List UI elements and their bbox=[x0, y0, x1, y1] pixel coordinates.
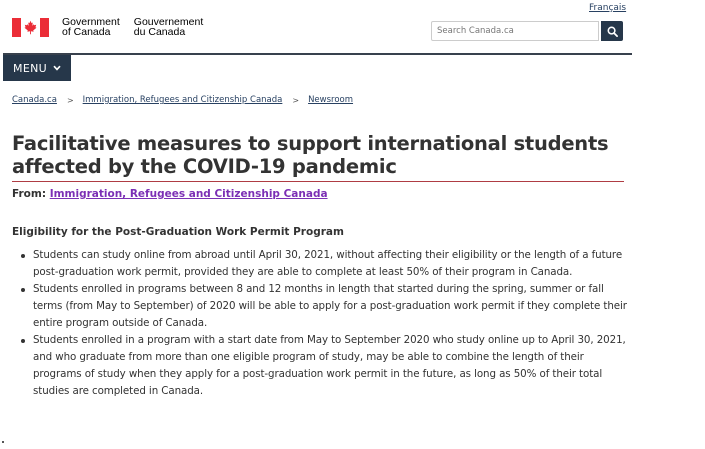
from-line bbox=[12, 188, 328, 200]
breadcrumb-link-ircc[interactable]: Immigration, Refugees and Citizenship Canada bbox=[82, 95, 283, 105]
search-input[interactable] bbox=[431, 21, 599, 41]
artifact-dot bbox=[2, 441, 4, 443]
list-item: Students enrolled in a program with a start date from May to September 2020 who study online up to April 30, 2021, and who graduate from more than one eligible program of study, may be able to combine the length of their programs of study when they apply for a post-graduation work permit in the future, as long as 50% of their total studies are completed in Canada. bbox=[12, 332, 627, 400]
list-item: Students can study online from abroad until April 30, 2021, without affecting their eligibility or the length of a future post-graduation work permit, provided they are able to complete at least 50% of their program in Canada. bbox=[12, 247, 627, 281]
breadcrumb-link-canada[interactable]: Canada.ca bbox=[12, 95, 57, 105]
search-icon bbox=[607, 26, 618, 37]
breadcrumb-link-newsroom[interactable]: Newsroom bbox=[308, 95, 354, 105]
list-item: Students enrolled in programs between 8 and 12 months in length that started during the spring, summer or fall terms (from May to September) of 2020 will be able to apply for a post-graduation work permit if they complete their entire program outside of Canada. bbox=[12, 281, 627, 332]
header-divider bbox=[3, 53, 632, 55]
breadcrumb-separator: > bbox=[292, 95, 300, 105]
chevron-down-icon bbox=[53, 65, 61, 71]
title-underline bbox=[12, 181, 624, 182]
section-heading: Eligibility for the Post-Graduation Work Permit Program bbox=[12, 226, 344, 238]
government-signature[interactable] bbox=[12, 17, 203, 37]
signature-french: Gouvernement du Canada bbox=[133, 16, 204, 38]
breadcrumb bbox=[12, 95, 353, 105]
from-department-link[interactable]: Immigration, Refugees and Citizenship Canada bbox=[49, 188, 328, 200]
canada-flag-icon bbox=[12, 18, 49, 37]
from-label: From: bbox=[12, 188, 50, 200]
search-button[interactable] bbox=[601, 21, 623, 41]
page-title: Facilitative measures to support international students affected by the COVID-19 pandemic bbox=[12, 132, 609, 178]
eligibility-list bbox=[12, 247, 627, 400]
signature-english: Government of Canada bbox=[62, 16, 120, 38]
breadcrumb-separator: > bbox=[66, 95, 74, 105]
menu-label: MENU bbox=[13, 61, 47, 75]
search-form bbox=[431, 21, 623, 41]
language-toggle-link[interactable]: Français bbox=[589, 3, 627, 13]
menu-button[interactable] bbox=[3, 55, 71, 81]
